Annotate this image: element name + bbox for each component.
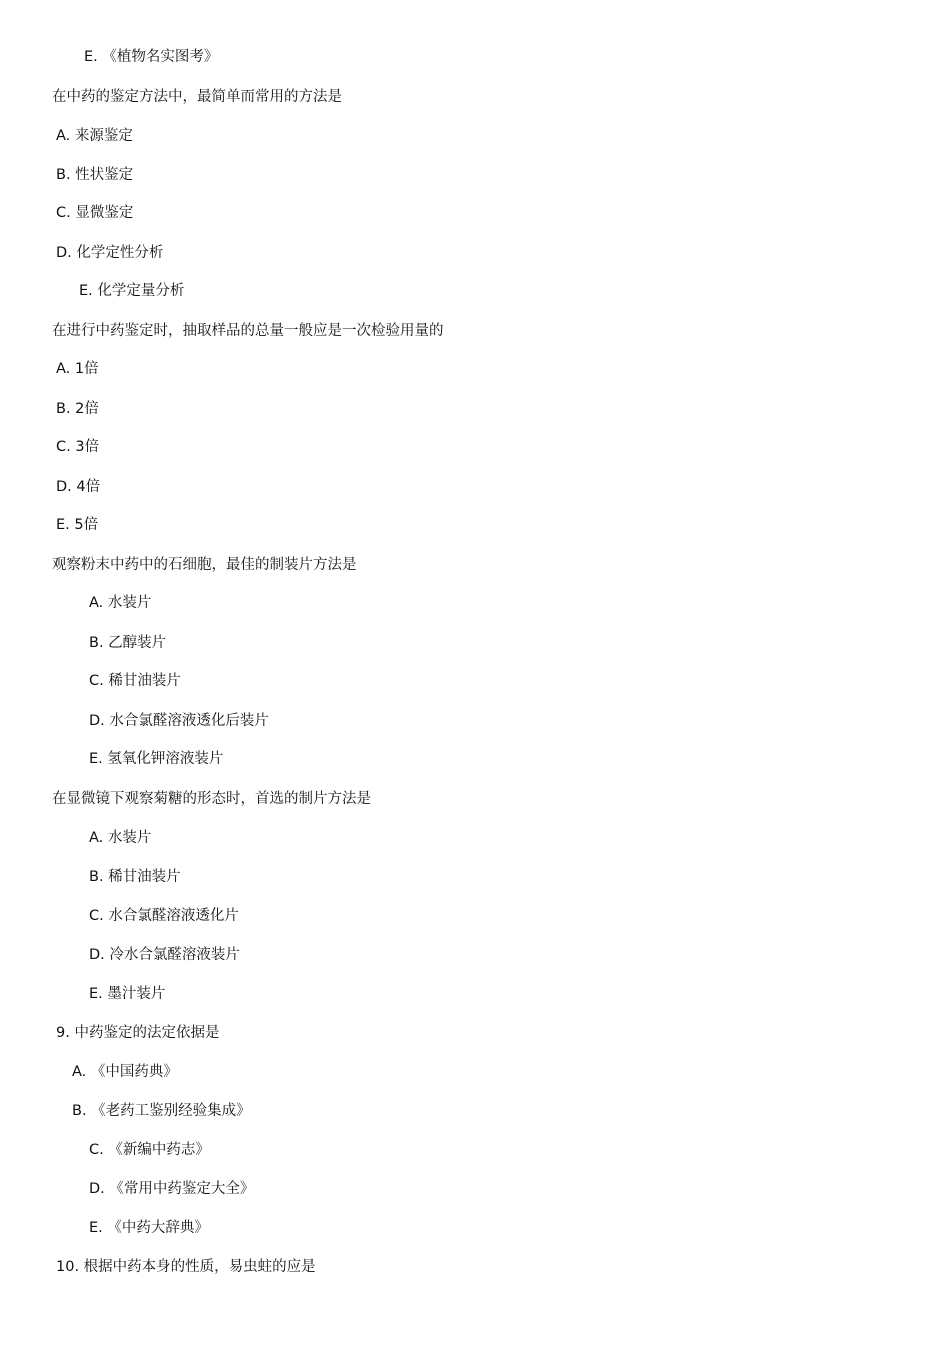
question-text: 观察粉末中药中的石细胞，最佳的制装片方法是 — [52, 557, 357, 573]
option-e-line: E. 化学定量分析 — [79, 283, 185, 299]
option-a-line: A. 水装片 — [89, 595, 152, 611]
question-text: 在进行中药鉴定时，抽取样品的总量一般应是一次检验用量的 — [52, 323, 444, 339]
option-b-line: B. 稀甘油装片 — [89, 869, 181, 885]
option-e-line: E. 5倍 — [56, 517, 99, 533]
question-text: 在显微镜下观察菊糖的形态时，首选的制片方法是 — [52, 791, 371, 807]
option-e-line: E. 氢氧化钾溶液装片 — [89, 751, 224, 767]
question-text: 10. 根据中药本身的性质，易虫蛀的应是 — [56, 1259, 316, 1275]
option-d-line: D. 水合氯醛溶液透化后装片 — [89, 713, 269, 729]
option-b-line: B. 2倍 — [56, 401, 99, 417]
option-c-line: C. 《新编中药志》 — [89, 1142, 210, 1158]
option-e-line: E. 《植物名实图考》 — [84, 49, 219, 65]
option-d-line: D. 《常用中药鉴定大全》 — [89, 1181, 255, 1197]
option-d-line: D. 冷水合氯醛溶液装片 — [89, 947, 240, 963]
question-text: 在中药的鉴定方法中，最简单而常用的方法是 — [52, 89, 342, 105]
option-b-line: B. 乙醇装片 — [89, 635, 167, 651]
option-e-line: E. 《中药大辞典》 — [89, 1220, 209, 1236]
option-b-line: B. 《老药工鉴别经验集成》 — [72, 1103, 251, 1119]
option-a-line: A. 《中国药典》 — [72, 1064, 178, 1080]
option-a-line: A. 水装片 — [89, 830, 152, 846]
question-text: 9. 中药鉴定的法定依据是 — [56, 1025, 220, 1041]
option-d-line: D. 4倍 — [56, 479, 101, 495]
option-d-line: D. 化学定性分析 — [56, 245, 164, 261]
option-c-line: C. 稀甘油装片 — [89, 673, 181, 689]
option-c-line: C. 水合氯醛溶液透化片 — [89, 908, 239, 924]
option-c-line: C. 3倍 — [56, 439, 100, 455]
option-c-line: C. 显微鉴定 — [56, 205, 134, 221]
option-b-line: B. 性状鉴定 — [56, 167, 134, 183]
option-a-line: A. 来源鉴定 — [56, 128, 133, 144]
option-a-line: A. 1倍 — [56, 361, 99, 377]
option-e-line: E. 墨汁装片 — [89, 986, 166, 1002]
